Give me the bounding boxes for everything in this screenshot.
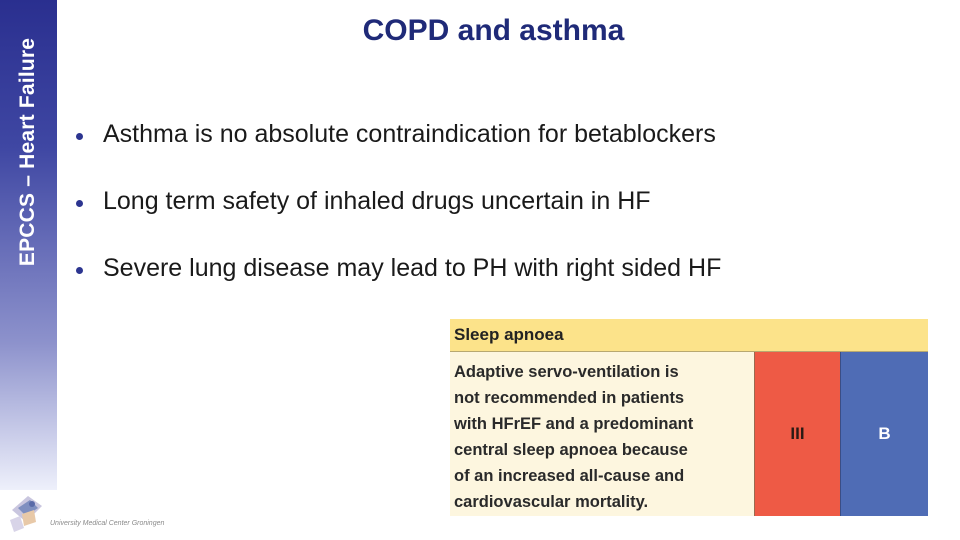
bullet-dot-icon (76, 133, 83, 140)
bullet-dot-icon (76, 267, 83, 274)
sidebar-band (0, 0, 57, 490)
bullet-text: Asthma is no absolute contraindication for betablockers (103, 120, 716, 148)
umcg-logo-icon (6, 488, 48, 534)
recommendation-line: with HFrEF and a predominant (454, 415, 694, 433)
recommendation-level: B (840, 352, 928, 516)
recommendation-line: cardiovascular mortality. (454, 493, 649, 511)
recommendation-line: Adaptive servo-ventilation is (454, 363, 679, 381)
recommendation-header: Sleep apnoea (450, 319, 928, 351)
bullet-dot-icon (76, 200, 83, 207)
bullet-text: Severe lung disease may lead to PH with right sided HF (103, 254, 722, 282)
recommendation-line: of an increased all-cause and (454, 467, 685, 485)
recommendation-line: central sleep apnoea because (454, 441, 688, 459)
recommendation-table (450, 319, 928, 516)
recommendation-class: III (754, 352, 840, 516)
bullet-text: Long term safety of inhaled drugs uncertain in HF (103, 187, 651, 215)
institution-name: University Medical Center Groningen (50, 520, 165, 527)
recommendation-line: not recommended in patients (454, 389, 685, 407)
recommendation-text (454, 359, 750, 515)
sidebar-label: EPCCS – Heart Failure (16, 37, 39, 267)
slide-title: COPD and asthma (362, 14, 625, 47)
